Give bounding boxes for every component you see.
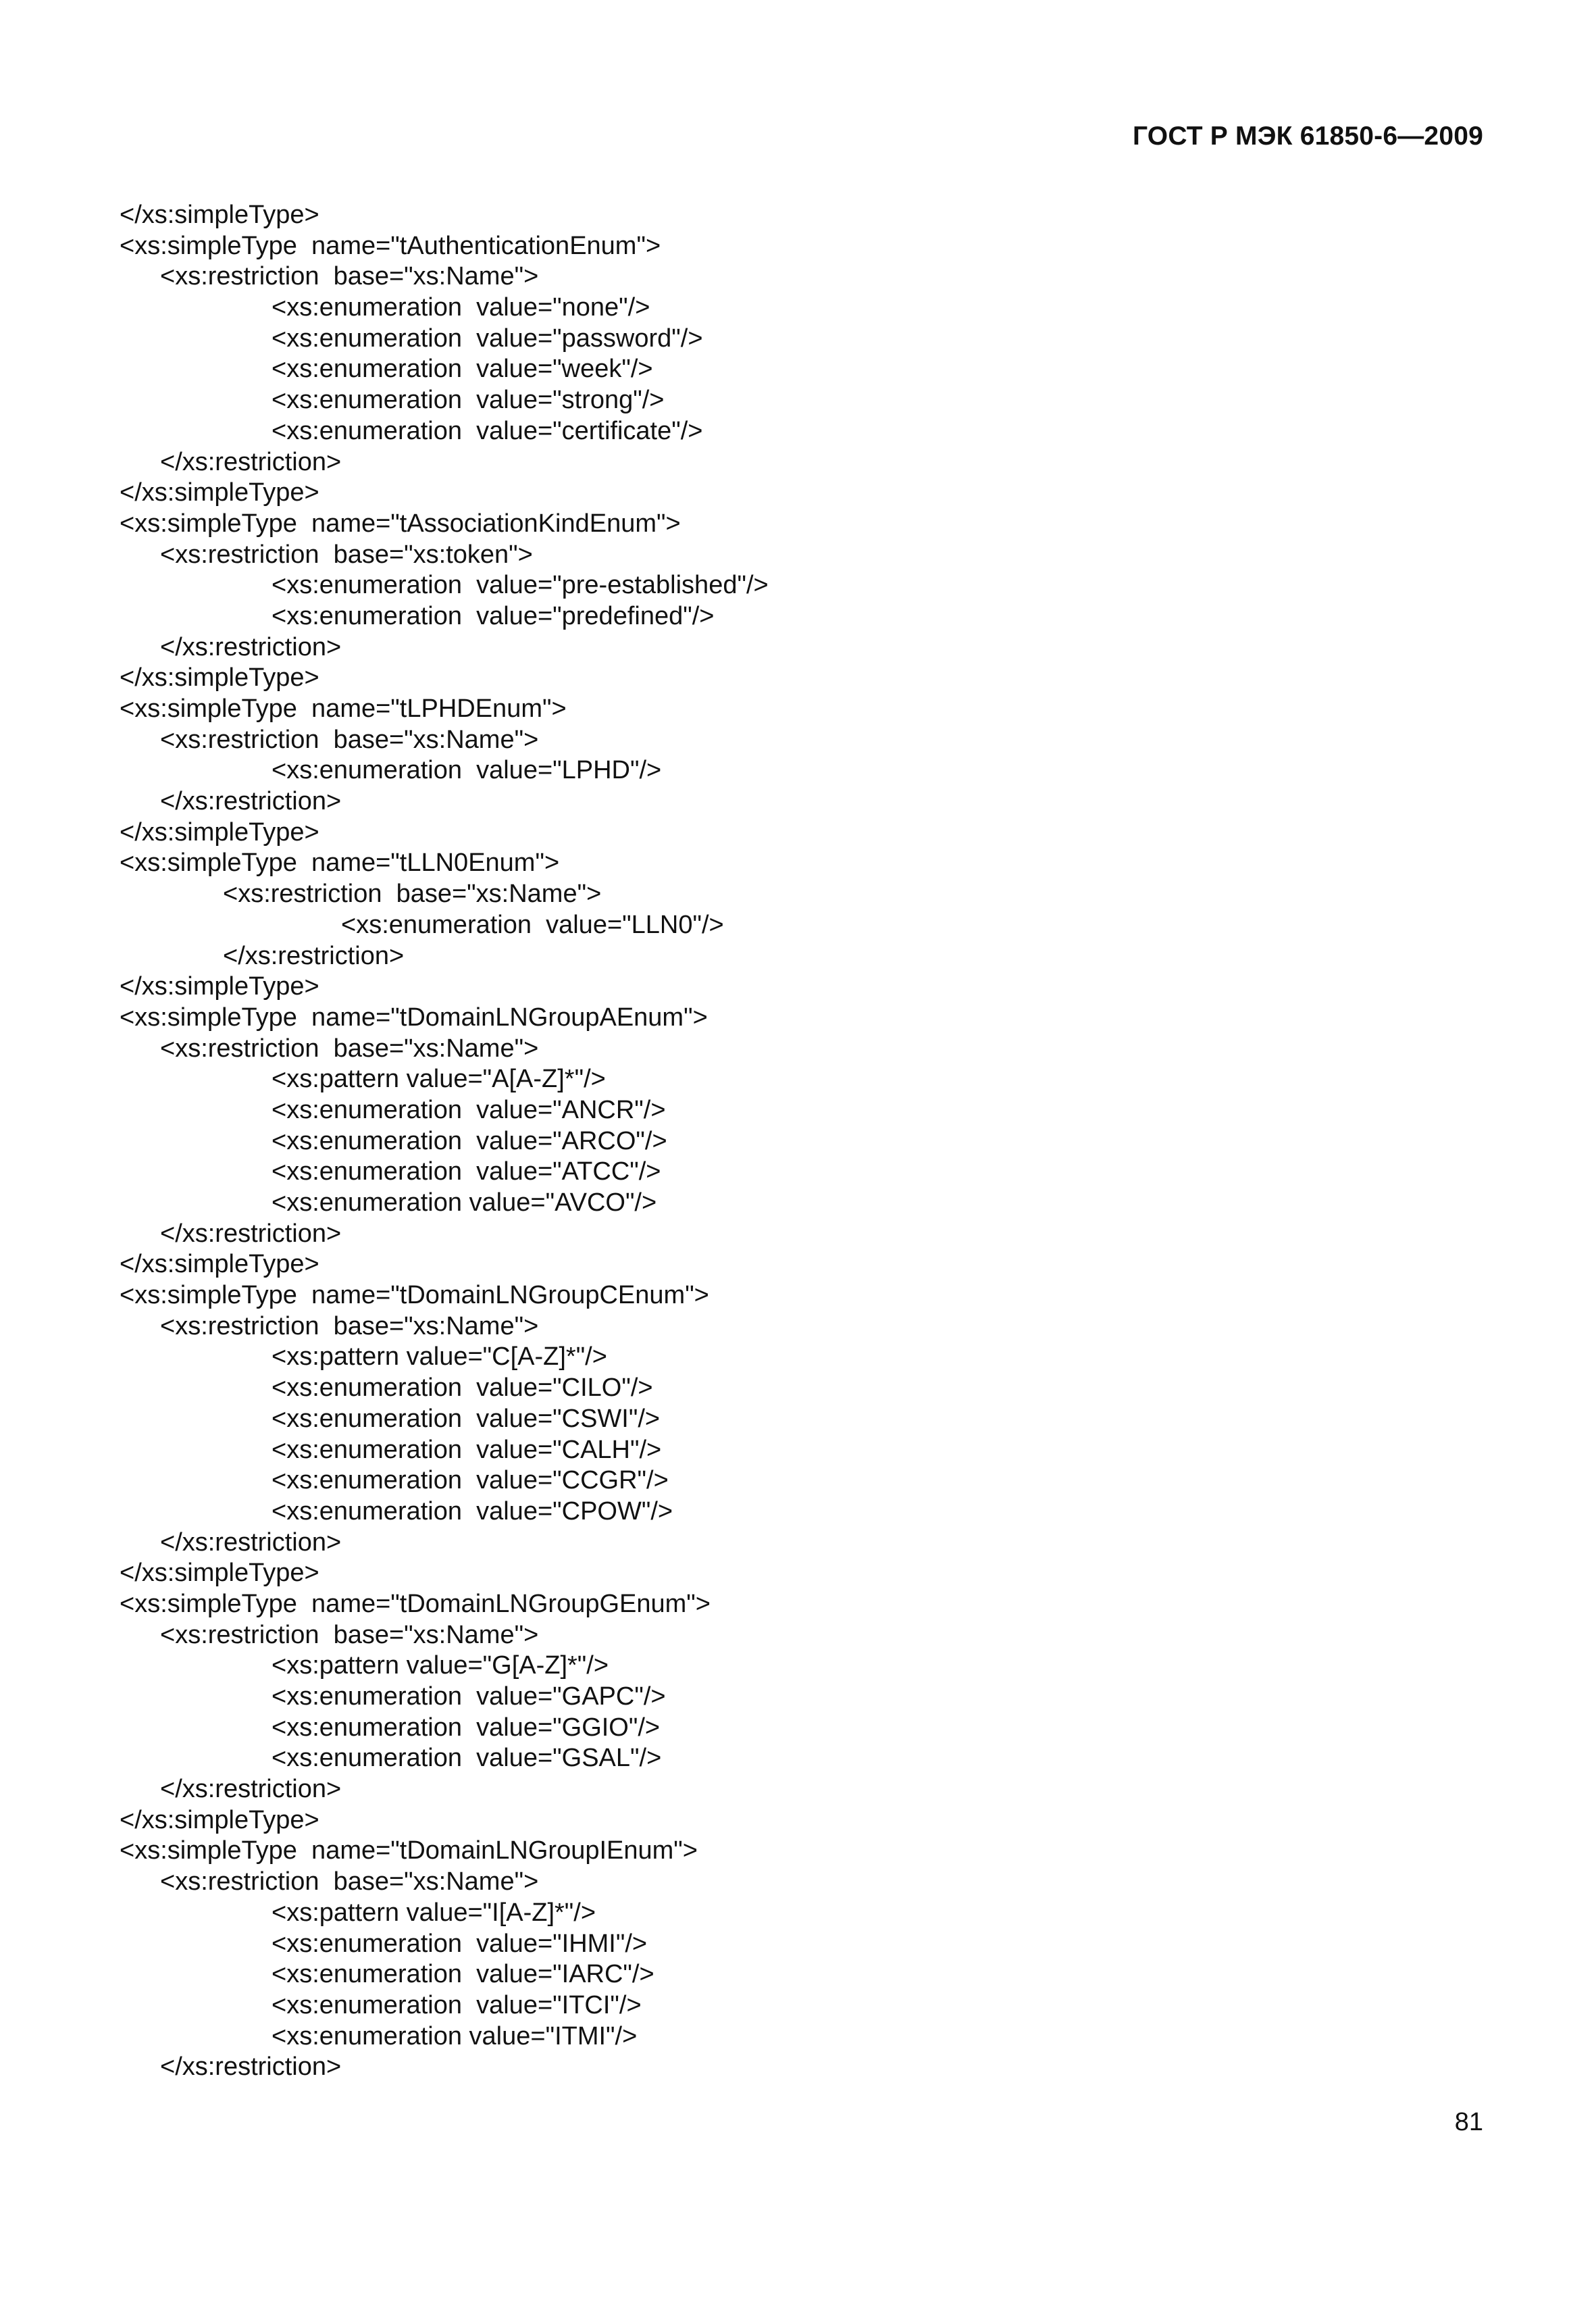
code-line: <xs:enumeration value="AVCO"/> [272,1188,657,1217]
code-line: <xs:enumeration value="week"/> [272,355,653,384]
code-line: </xs:simpleType> [120,201,319,229]
code-line: <xs:enumeration value="ATCC"/> [272,1157,661,1186]
code-line: <xs:restriction base="xs:Name"> [160,1867,539,1896]
code-line: <xs:enumeration value="GGIO"/> [272,1713,661,1742]
code-line: <xs:simpleType name="tAssociationKindEnum"> [120,509,681,538]
code-line: <xs:restriction base="xs:Name"> [160,1620,539,1649]
code-line: <xs:simpleType name="tDomainLNGroupGEnum"> [120,1589,711,1618]
code-line: <xs:pattern value="I[A-Z]*"/> [272,1898,596,1927]
code-line: <xs:enumeration value="password"/> [272,324,703,353]
xml-code-block [120,200,1470,2083]
code-line: <xs:enumeration value="ITCI"/> [272,1990,642,2019]
code-line: </xs:simpleType> [120,1805,319,1834]
code-line: <xs:simpleType name="tAuthenticationEnum"> [120,231,661,260]
code-line: </xs:simpleType> [120,972,319,1001]
code-line: <xs:simpleType name="tLLN0Enum"> [120,849,560,878]
code-line: </xs:simpleType> [120,478,319,507]
code-line: </xs:restriction> [160,1528,342,1557]
code-line: </xs:simpleType> [120,1559,319,1588]
code-line: <xs:enumeration value="ITMI"/> [272,2021,638,2051]
code-line: </xs:restriction> [160,632,342,661]
code-line: <xs:enumeration value="ARCO"/> [272,1126,667,1155]
code-line: <xs:enumeration value="strong"/> [272,386,665,415]
code-line: </xs:restriction> [160,787,342,816]
code-line: </xs:restriction> [160,1219,342,1248]
code-line: </xs:simpleType> [120,818,319,847]
code-line: <xs:simpleType name="tLPHDEnum"> [120,695,567,723]
code-line: </xs:restriction> [223,941,405,970]
page-number: 81 [1454,2108,1483,2136]
code-line: <xs:restriction base="xs:Name"> [160,1311,539,1340]
code-line: <xs:pattern value="A[A-Z]*"/> [272,1065,606,1094]
code-line: <xs:simpleType name="tDomainLNGroupCEnum"> [120,1281,709,1310]
code-line: <xs:enumeration value="GSAL"/> [272,1744,662,1773]
code-line: <xs:simpleType name="tDomainLNGroupIEnum"> [120,1836,698,1865]
code-line: <xs:restriction base="xs:Name"> [160,1034,539,1063]
code-line: <xs:enumeration value="certificate"/> [272,416,703,445]
code-line: <xs:enumeration value="CSWI"/> [272,1404,661,1433]
code-line: <xs:enumeration value="CPOW"/> [272,1496,673,1526]
code-line: <xs:enumeration value="CCGR"/> [272,1466,669,1495]
code-line: <xs:restriction base="xs:Name"> [223,880,602,909]
code-line: <xs:pattern value="G[A-Z]*"/> [272,1651,609,1680]
code-line: <xs:enumeration value="IHMI"/> [272,1929,648,1958]
code-line: <xs:enumeration value="none"/> [272,293,650,322]
code-line: <xs:enumeration value="pre-established"/> [272,571,769,600]
code-line: <xs:enumeration value="LLN0"/> [341,910,724,939]
code-line: <xs:restriction base="xs:Name"> [160,262,539,291]
code-line: <xs:enumeration value="predefined"/> [272,601,715,630]
code-line: </xs:restriction> [160,447,342,476]
code-line: <xs:restriction base="xs:token"> [160,540,533,569]
code-line: </xs:simpleType> [120,1250,319,1279]
code-line: </xs:simpleType> [120,663,319,693]
code-line: <xs:enumeration value="IARC"/> [272,1960,654,1989]
code-line: <xs:enumeration value="CILO"/> [272,1374,653,1403]
code-line: <xs:enumeration value="LPHD"/> [272,756,662,785]
code-line: <xs:enumeration value="ANCR"/> [272,1095,666,1124]
code-line: </xs:restriction> [160,1775,342,1804]
code-line: <xs:pattern value="C[A-Z]*"/> [272,1342,607,1372]
code-line: <xs:restriction base="xs:Name"> [160,725,539,754]
code-line: <xs:enumeration value="GAPC"/> [272,1682,666,1711]
code-line: <xs:enumeration value="CALH"/> [272,1435,662,1464]
code-line: </xs:restriction> [160,2053,342,2082]
standard-title: ГОСТ Р МЭК 61850-6—2009 [1133,122,1483,151]
code-line: <xs:simpleType name="tDomainLNGroupAEnum"> [120,1003,708,1032]
